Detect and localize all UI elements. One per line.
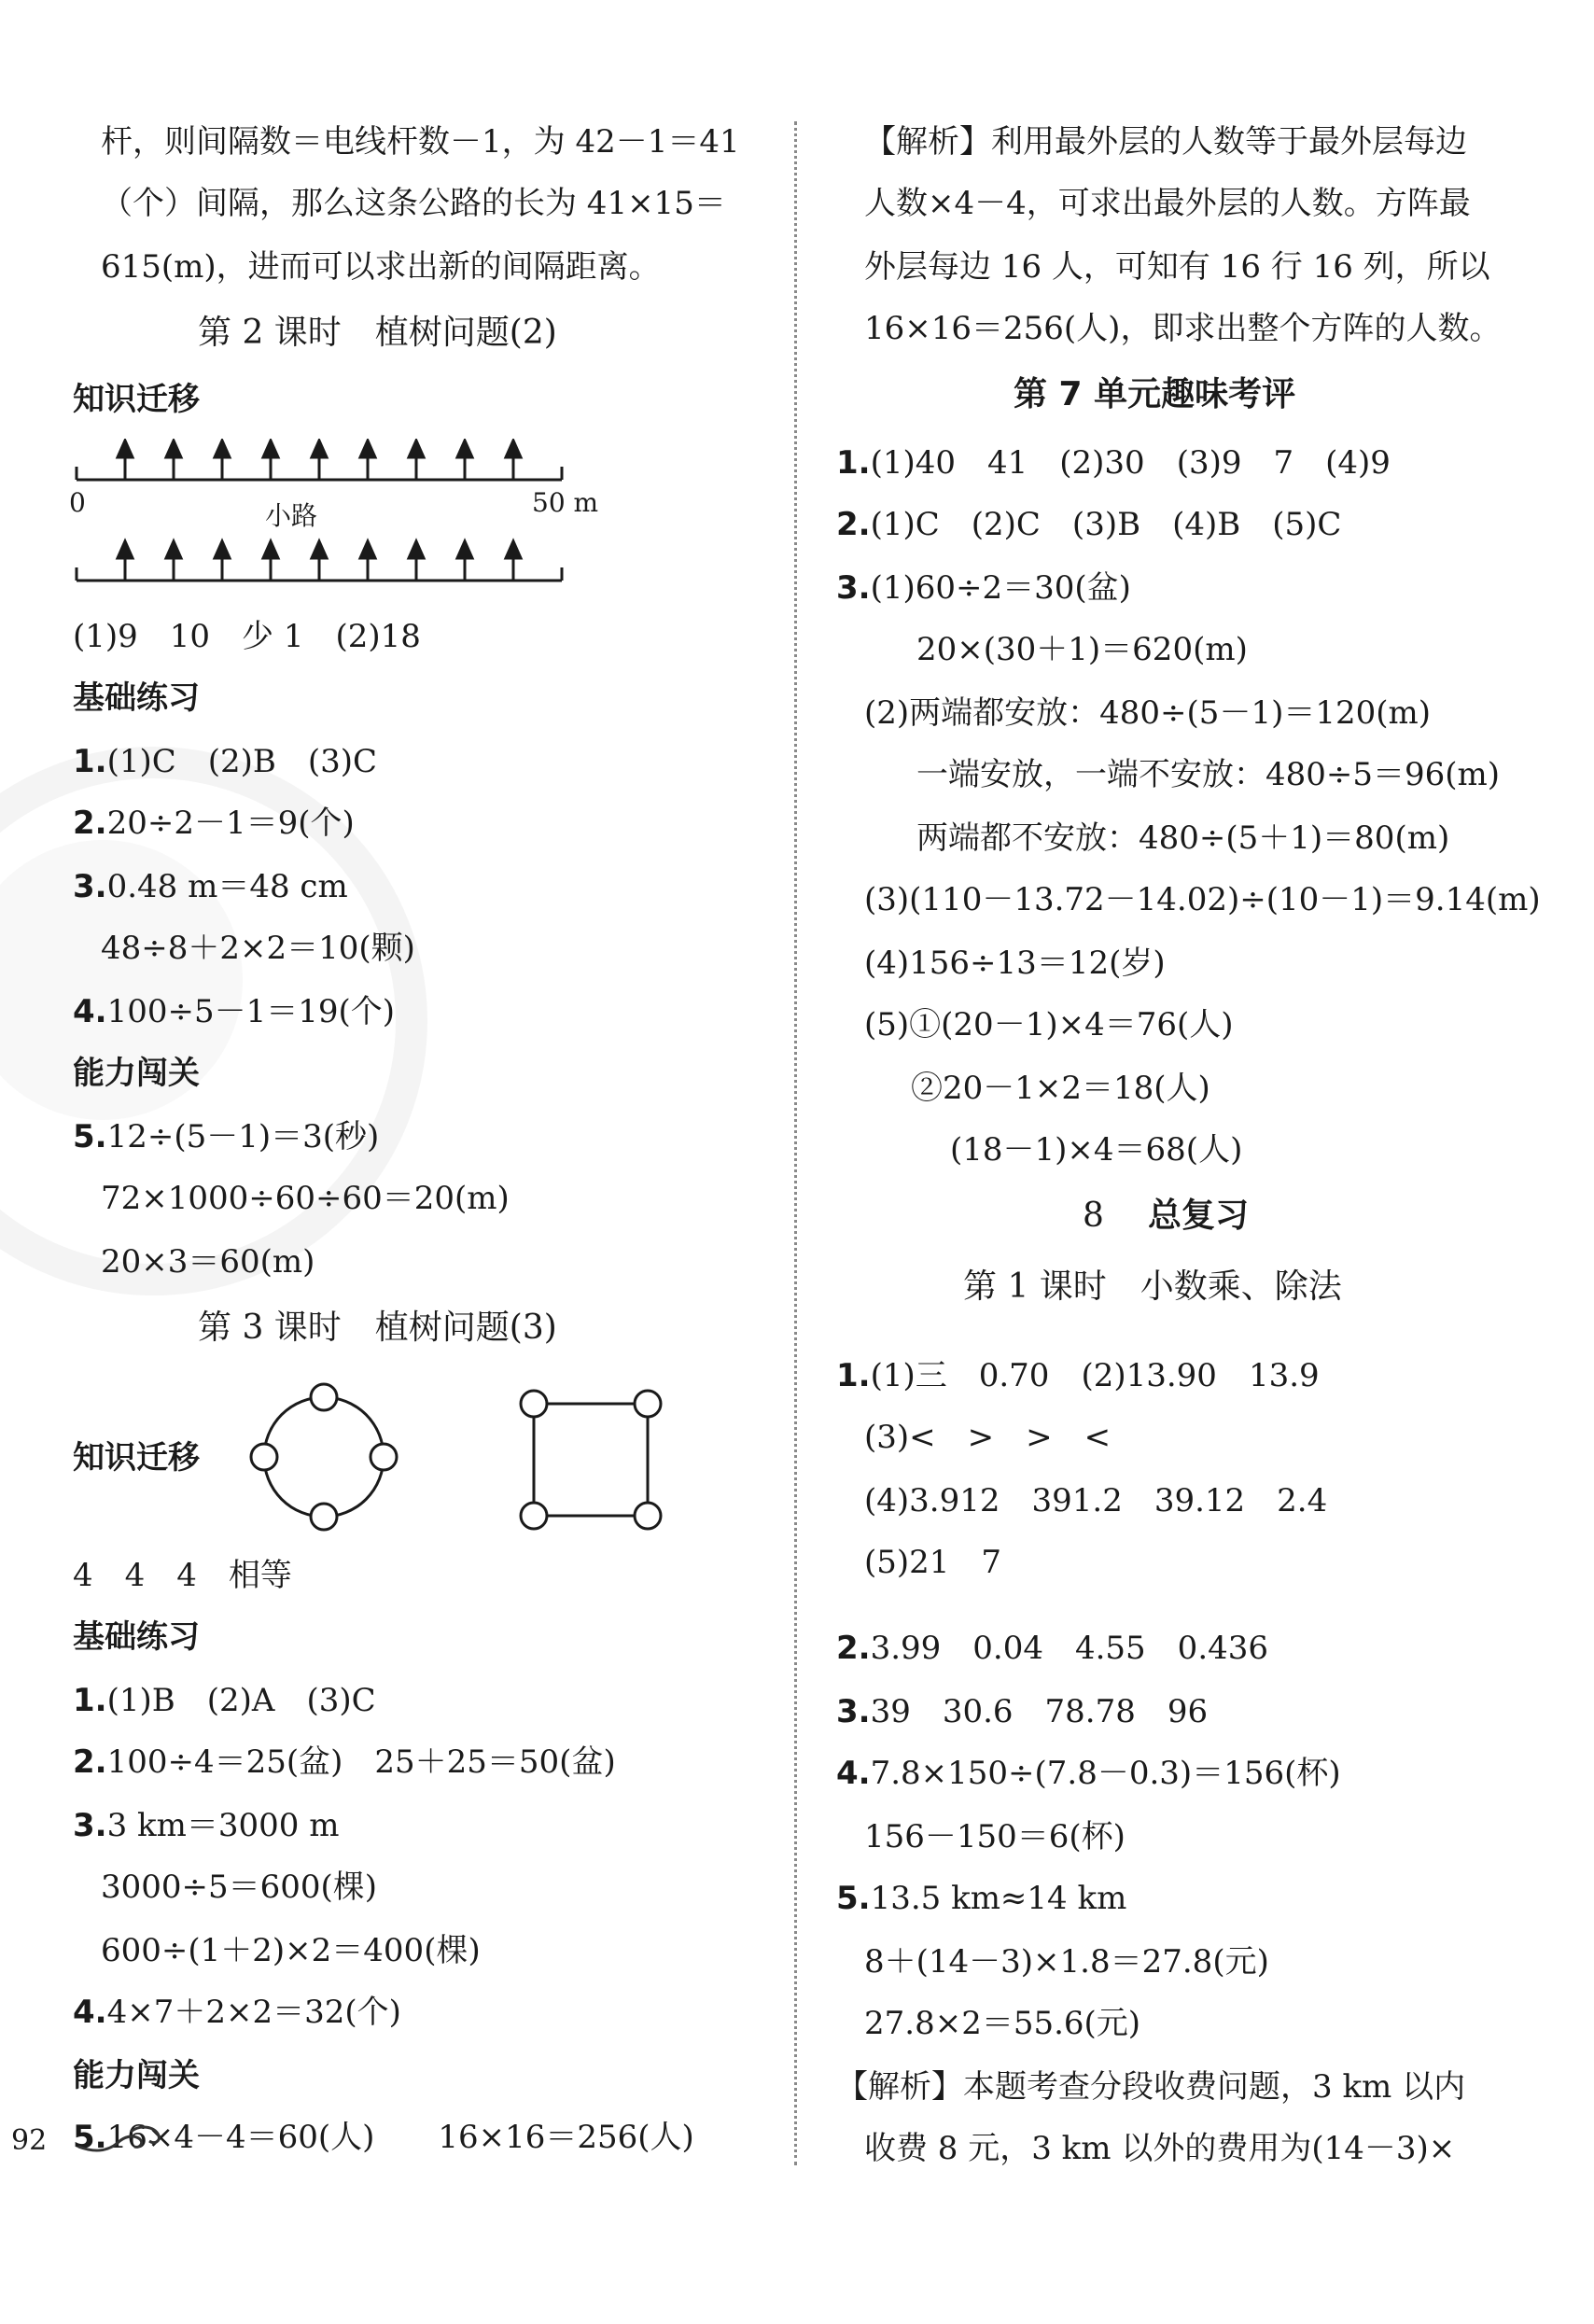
answer-line: 4.4×7＋2×2＝32(个) — [73, 1994, 401, 2031]
answer-line: 20×3＝60(m) — [101, 1243, 315, 1281]
answer-line: (2)两端都安放：480÷(5－1)＝120(m) — [864, 694, 1432, 732]
answer-line: 1.(1)B (2)A (3)C — [73, 1682, 376, 1719]
analysis-line: 16×16＝256(人)，即求出整个方阵的人数。 — [864, 310, 1502, 347]
section-heading: 基础练习 — [73, 1618, 200, 1656]
unit-title: 第 7 单元趣味考评 — [1014, 375, 1296, 413]
answer-line: 2.20÷2－1＝9(个) — [73, 805, 355, 842]
continued-text-line: 杆，则间隔数＝电线杆数－1，为 42－1＝41 — [101, 123, 740, 161]
section-heading: 基础练习 — [73, 679, 200, 717]
answer-line: 1.(1)C (2)B (3)C — [73, 743, 378, 780]
page-number: 92 — [11, 2124, 48, 2157]
lesson-title: 第 2 课时 植树问题(2) — [198, 314, 557, 352]
chapter-number: 8 — [1083, 1197, 1104, 1235]
answer-line: 3000÷5＝600(棵) — [101, 1869, 378, 1906]
answer-line: 600÷(1＋2)×2＝400(棵) — [101, 1932, 481, 1969]
answer-line: 3.3 km＝3000 m — [73, 1807, 340, 1844]
square-tree-diagram — [517, 1385, 666, 1534]
answer-line: (3)(110－13.72－14.02)÷(10－1)＝9.14(m) — [864, 881, 1541, 918]
answer-line: 1.(1)40 41 (2)30 (3)9 7 (4)9 — [836, 444, 1391, 482]
answer-line: (3)< > > < — [864, 1419, 1112, 1456]
answer-line: (4)156÷13＝12(岁) — [864, 945, 1166, 982]
answer-line: 5.12÷(5－1)＝3(秒) — [73, 1118, 380, 1155]
answer-line: (4)3.912 391.2 39.12 2.4 — [864, 1482, 1328, 1519]
answer-line: 4 4 4 相等 — [73, 1557, 292, 1594]
answer-line: 4.100÷5－1＝19(个) — [73, 993, 396, 1030]
road-start-label: 0 — [69, 487, 86, 518]
tree-row-bottom — [118, 541, 521, 581]
section-heading: 能力闯关 — [73, 2057, 200, 2094]
answer-line: 2.(1)C (2)C (3)B (4)B (5)C — [836, 506, 1342, 543]
answer-line: 4.7.8×150÷(7.8－0.3)＝156(杯) — [836, 1755, 1341, 1792]
road-end-label: 50 m — [532, 487, 599, 518]
answer-line: 156－150＝6(杯) — [864, 1818, 1126, 1855]
answer-line: 3.0.48 m＝48 cm — [73, 868, 348, 905]
continued-text-line: （个）间隔，那么这条公路的长为 41×15＝ — [101, 185, 726, 222]
answer-line: 1.(1)三 0.70 (2)13.90 13.9 — [836, 1357, 1320, 1394]
column-divider — [794, 121, 797, 2165]
analysis-line: 收费 8 元，3 km 以外的费用为(14－3)× — [864, 2130, 1456, 2167]
answer-line: 2.100÷4＝25(盆) 25＋25＝50(盆) — [73, 1743, 616, 1781]
answer-line: 一端安放，一端不安放：480÷5＝96(m) — [916, 756, 1501, 793]
answer-line: 20×(30＋1)＝620(m) — [916, 631, 1248, 668]
section-heading: 知识迁移 — [73, 381, 200, 418]
lesson-title: 第 3 课时 植树问题(3) — [198, 1309, 557, 1347]
answer-line: 5.13.5 km≈14 km — [836, 1880, 1127, 1917]
answer-line: 72×1000÷60÷60＝20(m) — [101, 1180, 510, 1217]
answer-line: ②20－1×2＝18(人) — [911, 1070, 1210, 1107]
answer-line: (5)①(20－1)×4＝76(人) — [864, 1006, 1234, 1043]
answer-line: 5.16×4－4＝60(人) 16×16＝256(人) — [73, 2119, 694, 2156]
answer-line: 3.39 30.6 78.78 96 — [836, 1693, 1209, 1730]
continued-text-line: 615(m)，进而可以求出新的间隔距离。 — [101, 248, 661, 286]
answer-line: 27.8×2＝55.6(元) — [864, 2005, 1141, 2042]
section-heading: 知识迁移 — [73, 1439, 200, 1477]
answer-line: 8＋(14－3)×1.8＝27.8(元) — [864, 1943, 1269, 1981]
answer-line: (5)21 7 — [864, 1544, 1002, 1581]
analysis-line: 外层每边 16 人，可知有 16 行 16 列，所以 — [864, 248, 1490, 286]
road-tree-diagram — [65, 439, 616, 597]
answer-line: (18－1)×4＝68(人) — [950, 1131, 1243, 1169]
answer-line: (1)9 10 少 1 (2)18 — [73, 618, 421, 655]
answer-line: 两端都不安放：480÷(5＋1)＝80(m) — [916, 819, 1450, 857]
tree-row-top — [118, 441, 521, 480]
circle-tree-diagram — [245, 1378, 403, 1536]
answer-line: 48÷8＋2×2＝10(颗) — [101, 930, 415, 967]
road-label: 小路 — [265, 500, 318, 531]
answer-line: 2.3.99 0.04 4.55 0.436 — [836, 1630, 1269, 1667]
analysis-line: 【解析】利用最外层的人数等于最外层每边 — [864, 123, 1467, 161]
analysis-line: 人数×4－4，可求出最外层的人数。方阵最 — [864, 185, 1471, 222]
chapter-title: 总复习 — [1148, 1197, 1250, 1235]
cloud-ornament-icon — [75, 2121, 168, 2158]
lesson-title: 第 1 课时 小数乘、除法 — [963, 1267, 1342, 1306]
section-heading: 能力闯关 — [73, 1055, 200, 1092]
answer-line: 3.(1)60÷2＝30(盆) — [836, 569, 1131, 607]
analysis-line: 【解析】本题考查分段收费问题，3 km 以内 — [836, 2068, 1466, 2106]
